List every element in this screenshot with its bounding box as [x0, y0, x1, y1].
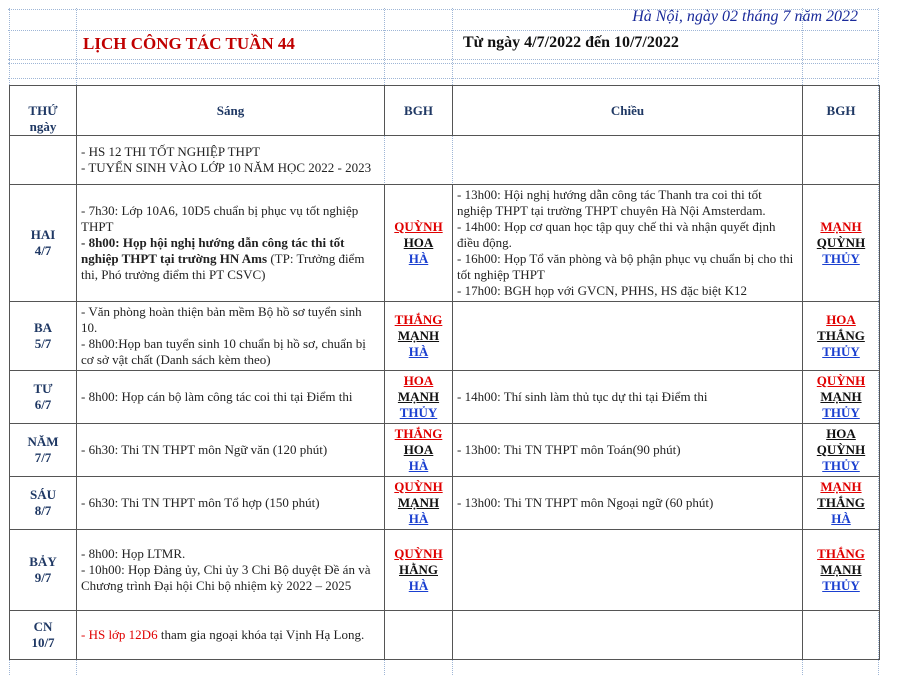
- duty-name: QUỲNH: [394, 479, 443, 494]
- duty-name: QUỲNH: [394, 219, 443, 234]
- task-item: - 10h00: Họp Đảng ủy, Chi ủy 3 Chi Bộ duyệt Đề án và Chương trình Đại hội Chi bộ nhiệm kỳ 2022 – 2025: [81, 562, 371, 593]
- general-day-cell: [10, 136, 77, 185]
- task-item: - 14h00: Họp cơ quan học tập quy chế thi và nhận quyết định điều động.: [457, 219, 776, 250]
- table-row: [10, 371, 880, 424]
- morning-cell: [77, 530, 385, 611]
- duty-name: THỦY: [399, 405, 438, 420]
- day-cell: [10, 611, 77, 660]
- bgh-morning-cell: [385, 371, 453, 424]
- date-line: Hà Nội, ngày 02 tháng 7 năm 2022: [632, 8, 858, 25]
- afternoon-cell: [453, 477, 803, 530]
- task-item: [81, 235, 380, 283]
- task-item: - Văn phòng hoàn thiện bản mềm Bộ hồ sơ tuyển sinh 10.: [81, 304, 362, 335]
- task-bold: - 8h00: Họp hội nghị hướng dẫn công tác thi tốt nghiệp THPT tại trường HN Ams: [81, 235, 345, 266]
- day-cell: [10, 371, 77, 424]
- duty-name: MẠNH: [397, 495, 440, 510]
- table-row: [10, 477, 880, 530]
- duty-name: MẠNH: [820, 479, 862, 494]
- general-bgh-cell: [803, 136, 880, 185]
- morning-cell: [77, 371, 385, 424]
- header-row: [10, 86, 880, 136]
- duty-name: HOA: [403, 235, 434, 250]
- duty-name: THỦY: [822, 251, 860, 266]
- task-item: - 8h00: Họp cán bộ làm công tác coi thi tại Điểm thi: [81, 389, 353, 404]
- bgh-afternoon-cell: [803, 477, 880, 530]
- morning-cell: [77, 424, 385, 477]
- bgh-afternoon-cell: [803, 185, 880, 302]
- bgh-afternoon-cell: [803, 302, 880, 371]
- day-name: BẢY: [29, 554, 57, 569]
- col-bgh-morning: BGH: [385, 86, 453, 136]
- day-cell: [10, 530, 77, 611]
- page-title: LỊCH CÔNG TÁC TUẦN 44: [83, 34, 295, 53]
- task-item: - 7h30: Lớp 10A6, 10D5 chuẩn bị phục vụ tốt nghiệp THPT: [81, 203, 359, 234]
- morning-cell: [77, 477, 385, 530]
- col-afternoon: Chiều: [453, 86, 803, 136]
- morning-cell: [77, 185, 385, 302]
- duty-name: HÀ: [408, 578, 429, 593]
- schedule-table: [9, 85, 880, 660]
- day-name: HAI: [30, 227, 56, 242]
- morning-cell: [77, 302, 385, 371]
- duty-name: THẮNG: [817, 546, 865, 561]
- task-item: - 13h00: Thi TN THPT môn Ngoại ngữ (60 phút): [457, 495, 714, 510]
- bgh-afternoon-cell: [803, 424, 880, 477]
- task-item: - 8h00:Họp ban tuyển sinh 10 chuẩn bị hồ sơ, chuẩn bị cơ sở vật chất (Danh sách kèm theo): [81, 336, 366, 367]
- morning-cell: [77, 611, 385, 660]
- duty-name: MẠNH: [820, 562, 862, 577]
- duty-name: HOA: [826, 312, 856, 327]
- duty-name: THỦY: [822, 458, 860, 473]
- bgh-afternoon-cell: [803, 611, 880, 660]
- day-cell: [10, 302, 77, 371]
- day-date: 5/7: [34, 336, 52, 351]
- task-item: - 13h00: Thi TN THPT môn Toán(90 phút): [457, 442, 681, 457]
- general-note: - TUYỂN SINH VÀO LỚP 10 NĂM HỌC 2022 - 2023: [81, 160, 372, 175]
- duty-name: QUỲNH: [816, 373, 866, 388]
- duty-name: THỦY: [822, 405, 860, 420]
- col-day-label: THỨ ngày: [28, 103, 58, 134]
- day-name: TƯ: [33, 381, 53, 396]
- bgh-morning-cell: [385, 424, 453, 477]
- day-date: 6/7: [34, 397, 52, 412]
- guide-line: [8, 59, 878, 60]
- duty-name: HOA: [403, 373, 434, 388]
- table-row: [10, 185, 880, 302]
- duty-name: MẠNH: [397, 389, 440, 404]
- duty-name: QUỲNH: [816, 442, 866, 457]
- task-item: - 16h00: Họp Tổ văn phòng và bộ phận phục vụ chuẩn bị cho thi tốt nghiệp THPT: [457, 251, 794, 282]
- bgh-afternoon-cell: [803, 371, 880, 424]
- col-bgh-afternoon: BGH: [803, 86, 880, 136]
- task-item: - 6h30: Thi TN THPT môn Ngữ văn (120 phút): [81, 442, 328, 457]
- duty-name: THẮNG: [817, 328, 865, 343]
- duty-name: THỦY: [822, 578, 860, 593]
- duty-name: QUỲNH: [816, 235, 866, 250]
- duty-name: THỦY: [822, 344, 860, 359]
- table-row: [10, 530, 880, 611]
- bgh-morning-cell: [385, 185, 453, 302]
- duty-name: HÀ: [408, 511, 429, 526]
- duty-name: HÀ: [408, 458, 429, 473]
- table-row: [10, 424, 880, 477]
- duty-name: HÀ: [408, 251, 429, 266]
- bgh-afternoon-cell: [803, 530, 880, 611]
- duty-name: HOA: [403, 442, 434, 457]
- task-item: - 6h30: Thi TN THPT môn Tổ hợp (150 phút): [81, 495, 320, 510]
- col-morning: Sáng: [77, 86, 385, 136]
- task-item: - 8h00: Họp LTMR.: [81, 546, 186, 561]
- day-name: BA: [33, 320, 53, 335]
- task-highlight: - HS lớp 12D6: [81, 627, 158, 642]
- task-item: - 13h00: Hội nghị hướng dẫn công tác Thanh tra coi thi tốt nghiệp THPT tại trường THPT chuyên Hà Nội Amsterdam.: [457, 187, 766, 218]
- day-date: 7/7: [34, 450, 52, 465]
- afternoon-cell: [453, 530, 803, 611]
- day-date: 8/7: [34, 503, 52, 518]
- duty-name: HẰNG: [399, 562, 438, 577]
- task-tail: tham gia ngoại khóa tại Vịnh Hạ Long.: [157, 627, 365, 642]
- general-notes-row: [10, 136, 880, 185]
- bgh-morning-cell: [385, 302, 453, 371]
- task-item: - 14h00: Thí sinh làm thủ tục dự thi tại Điểm thi: [457, 389, 708, 404]
- day-cell: [10, 185, 77, 302]
- task-item: - 17h00: BGH họp với GVCN, PHHS, HS đặc biệt K12: [457, 283, 747, 298]
- task-tail: (TP: Trưởng điểm thi, Phó trưởng điểm thi PT CSVC): [81, 251, 365, 282]
- afternoon-cell: [453, 185, 803, 302]
- day-date: 9/7: [34, 570, 52, 585]
- bgh-morning-cell: [385, 477, 453, 530]
- duty-name: THẮNG: [394, 426, 443, 441]
- duty-name: MẠNH: [820, 389, 862, 404]
- table-row: [10, 302, 880, 371]
- afternoon-cell: [453, 302, 803, 371]
- guide-line: [8, 30, 878, 31]
- general-note: - HS 12 THI TỐT NGHIỆP THPT: [81, 144, 261, 159]
- afternoon-cell: [453, 371, 803, 424]
- afternoon-cell: [453, 611, 803, 660]
- duty-name: HOA: [826, 426, 856, 441]
- day-name: NĂM: [27, 434, 59, 449]
- guide-line: [8, 63, 878, 64]
- day-date: 4/7: [34, 243, 52, 258]
- day-name: SÁU: [29, 487, 56, 502]
- day-date: 10/7: [31, 635, 55, 650]
- table-row: [10, 611, 880, 660]
- afternoon-cell: [453, 424, 803, 477]
- duty-name: MẠNH: [820, 219, 862, 234]
- bgh-morning-cell: [385, 530, 453, 611]
- bgh-morning-cell: [385, 611, 453, 660]
- col-day: [10, 86, 77, 136]
- duty-name: QUỲNH: [394, 546, 443, 561]
- day-cell: [10, 477, 77, 530]
- date-range: Từ ngày 4/7/2022 đến 10/7/2022: [463, 34, 679, 51]
- guide-line: [8, 78, 878, 79]
- duty-name: THẮNG: [394, 312, 443, 327]
- duty-name: MẠNH: [397, 328, 440, 343]
- duty-name: HÀ: [831, 511, 851, 526]
- day-name: CN: [33, 619, 53, 634]
- day-cell: [10, 424, 77, 477]
- duty-name: HÀ: [408, 344, 429, 359]
- duty-name: THẮNG: [817, 495, 865, 510]
- general-notes: [77, 136, 803, 185]
